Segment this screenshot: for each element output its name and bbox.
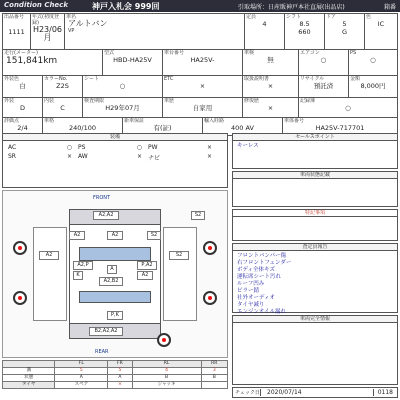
- pickup-location: 引取場所：日産販神戸本社直展(出品店): [238, 4, 345, 11]
- cell-model: 車名 アルトバン VP: [65, 14, 245, 50]
- sheet-id: 0118: [373, 389, 397, 396]
- wheel-front-left-icon: [13, 241, 27, 255]
- list-item: 社外オーディオ: [237, 295, 276, 301]
- mark-right-mirror: S2: [169, 251, 189, 260]
- cell-repair: 修復歴 ×: [243, 98, 299, 118]
- sales-point-title: セールスポイント: [233, 134, 397, 141]
- inspector-title: 査定員報告: [233, 244, 397, 251]
- cell-color-no: カラーNo. Z2S: [43, 76, 83, 98]
- cell-year: 年式(初度登録) H23/06月: [31, 14, 65, 50]
- equip-item: AC ○: [8, 144, 72, 151]
- cell-chassis: 車台番号 HA25V-: [163, 50, 243, 76]
- mark-trunk: P,K: [107, 311, 123, 320]
- tire-table: FL FR RL RR 溝 5 5 4 3 状態 A A B B タイヤ スペア × ジャッキ: [2, 360, 228, 389]
- vehicle-info-grid: [2, 13, 398, 136]
- cell-aircon: エアコン ○: [299, 50, 349, 76]
- cell-ps: PS ○: [349, 50, 398, 76]
- info-row-2: [2, 49, 398, 76]
- mark-roof-2: A2,B2: [99, 277, 123, 286]
- rear-window: [79, 291, 151, 303]
- right-side-outline: [163, 227, 197, 321]
- mark-roof: A: [107, 265, 117, 274]
- notice-text: [233, 217, 397, 221]
- equip-item: PS ○: [78, 144, 142, 151]
- mark-side-chip: S2: [191, 211, 205, 220]
- list-item: 右フロントフェンダー: [237, 260, 292, 266]
- list-item: ボディ全体キズ: [237, 267, 275, 273]
- sales-point-text: キーレス: [237, 143, 259, 149]
- info-row-3: [2, 75, 398, 98]
- cell-expiry: 検査期限 H29年07月: [83, 98, 163, 118]
- sheet-title: Condition Check: [4, 1, 68, 9]
- equip-item: ナビ ×: [148, 153, 212, 162]
- check-date-label: チェック日: [235, 390, 260, 396]
- front-label: FRONT: [93, 195, 111, 201]
- rear-label: REAR: [95, 349, 109, 355]
- equip-item: AW ×: [78, 153, 142, 160]
- list-item: ピラー錆: [237, 288, 260, 294]
- auction-name: 神戸入札会 999回: [92, 2, 160, 11]
- sales-point-panel: [232, 133, 398, 169]
- cell-warranty: 新車保証 有(証): [123, 118, 203, 136]
- mark-hood: A2: [107, 231, 123, 240]
- cell-recycle: リサイクル 預託済: [299, 76, 349, 98]
- check-date: 2020/07/14: [267, 389, 302, 396]
- mark-left-door: A2: [69, 231, 85, 240]
- cell-lot: 出品番号 1111: [3, 14, 31, 50]
- notice-panel: [232, 209, 398, 241]
- mark-right-front: P,A2: [137, 261, 157, 270]
- cell-exterior-grade: 外装 D: [3, 98, 43, 118]
- cell-score: 評価点 2/4: [3, 118, 43, 136]
- cell-seat: シート ○: [83, 76, 163, 98]
- box-number-label: 箱番: [383, 4, 396, 11]
- equipment-panel: [2, 133, 228, 188]
- wheel-front-right-icon: [203, 241, 217, 255]
- cell-exterior-color: 外装色 白: [3, 76, 43, 98]
- list-item: ルーフ凹み: [237, 281, 265, 287]
- mark-right-door: S2: [147, 231, 161, 240]
- equip-item: SR ×: [8, 153, 72, 160]
- tire-table-panel: [2, 360, 228, 389]
- windshield: [79, 247, 151, 261]
- header-bar: [0, 0, 400, 12]
- list-item: フロントバンパー傷: [237, 253, 287, 259]
- car-diagram: [2, 190, 228, 358]
- mark-left-mirror: A2: [39, 251, 59, 260]
- inspector-notes: [233, 251, 397, 318]
- spare-wheel-icon: [157, 333, 171, 347]
- cell-color: 色 IC: [365, 14, 398, 50]
- list-item: 運転席シート汚れ: [237, 274, 282, 280]
- mark-left-rear: K: [73, 271, 83, 280]
- left-side-outline: [33, 227, 67, 321]
- cell-capacity: 定員 4: [245, 14, 285, 50]
- notice-title: 特記事項: [233, 210, 397, 217]
- cell-type: 型式 HBD-HA25V: [103, 50, 163, 76]
- vehicle-info-panel: [232, 315, 398, 385]
- inspector-panel: [232, 243, 398, 313]
- equipment-title: 装備: [3, 134, 227, 141]
- wheel-rear-right-icon: [203, 291, 217, 305]
- seller-note-panel: [232, 171, 398, 207]
- cell-mileage: 走行(メーター) 151,841km: [3, 50, 103, 76]
- mark-rear-bumper: B2,A2,A2: [89, 327, 123, 336]
- mark-left-front: A2,P: [73, 261, 93, 270]
- cell-route: 輸入経路 400 AV: [203, 118, 283, 136]
- seller-note-title: 車両状態記載: [233, 172, 397, 179]
- mark-right-rear: A2: [137, 271, 153, 280]
- equipment-list: [3, 141, 227, 165]
- cell-inspection: 車検 無: [243, 50, 299, 76]
- vehicle-info-title: 車両完全情報: [233, 316, 397, 323]
- table-row: タイヤ スペア × ジャッキ: [3, 382, 228, 389]
- cell-records: 記録簿 ○: [299, 98, 398, 118]
- info-row-4: [2, 97, 398, 118]
- cell-etc: ETC ×: [163, 76, 243, 98]
- cell-interior-grade: 内装 C: [43, 98, 83, 118]
- cell-body-number: 車体番号 HA25V-717701: [283, 118, 398, 136]
- list-item: タイヤ減り: [237, 302, 265, 308]
- info-row-1: [2, 13, 398, 50]
- wheel-rear-left-icon: [13, 291, 27, 305]
- cell-recycle-amount: 金額 8,000円: [349, 76, 398, 98]
- cell-size: 車格 240/100: [43, 118, 123, 136]
- cell-history: 車歴 自家用: [163, 98, 243, 118]
- table-row: 状態 A A B B: [3, 375, 228, 382]
- equip-item: PW ×: [148, 144, 212, 151]
- cell-shift: シフト 8.5 660: [285, 14, 325, 50]
- cell-door: ドア 5 G: [325, 14, 365, 50]
- cell-manual: 取扱説明書 ×: [243, 76, 299, 98]
- footer-bar: [232, 387, 398, 398]
- mark-front-bumper: A2,A2: [93, 211, 119, 220]
- list-item: エンジンオイル漏れ: [237, 309, 286, 315]
- table-row: 溝 5 5 4 3: [3, 368, 228, 375]
